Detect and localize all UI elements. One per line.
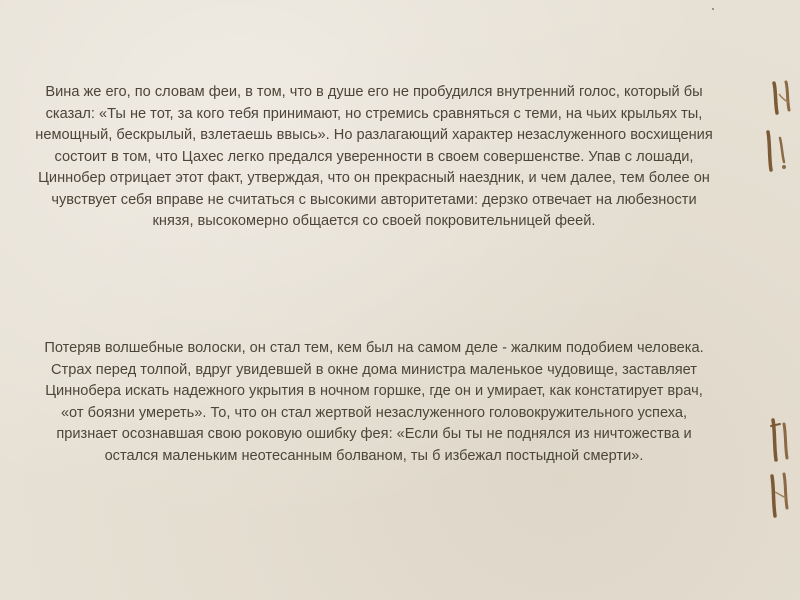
text-paragraph-1: Вина же его, по словам феи, в том, что в душе его не пробудился внутренний голос, который бы сказал: «Ты не тот, за кого тебя принимают, но стремись сравняться с теми, на чьих крыльях ты, немощный, бескрылый, взлетаешь ввысь». Но разлагающий характер незаслуженного восхищения состоит в том, что Цахес легко предался уверенности в своем совершенстве. Упав с лошади, Циннобер отрицает этот факт, утверждая, что он прекрасный наездник, и чем далее, тем более он чувствует себя вправе не считаться с высокими авторитетами: дерзко отвечает на любезности князя, высокомерно общается со своей покровительницей феей. bbox=[35, 84, 713, 229]
paper-speck bbox=[712, 8, 714, 10]
text-paragraph-2: Потеряв волшебные волоски, он стал тем, кем был на самом деле - жалким подобием человека. Страх перед толпой, вдруг увидевшей в окне дома министра маленькое чудовище, заставляет Циннобера искать надежного укрытия в ночном горшке, где он и умирает, как констатирует врач, «от боязни умереть». То, что он стал жертвой незаслуженного головокружительного успеха, признает осознавшая свою роковую ошибку фея: «Если бы ты не поднялся из ничтожества и остался маленьким неотесанным болваном, ты б избежал постыдной смерти». bbox=[44, 340, 704, 464]
ornament-icon bbox=[768, 418, 794, 464]
decorative-ornaments bbox=[756, 0, 800, 600]
ornament-icon bbox=[766, 472, 794, 520]
ornament-icon bbox=[770, 80, 796, 116]
ornament-icon bbox=[762, 128, 792, 174]
